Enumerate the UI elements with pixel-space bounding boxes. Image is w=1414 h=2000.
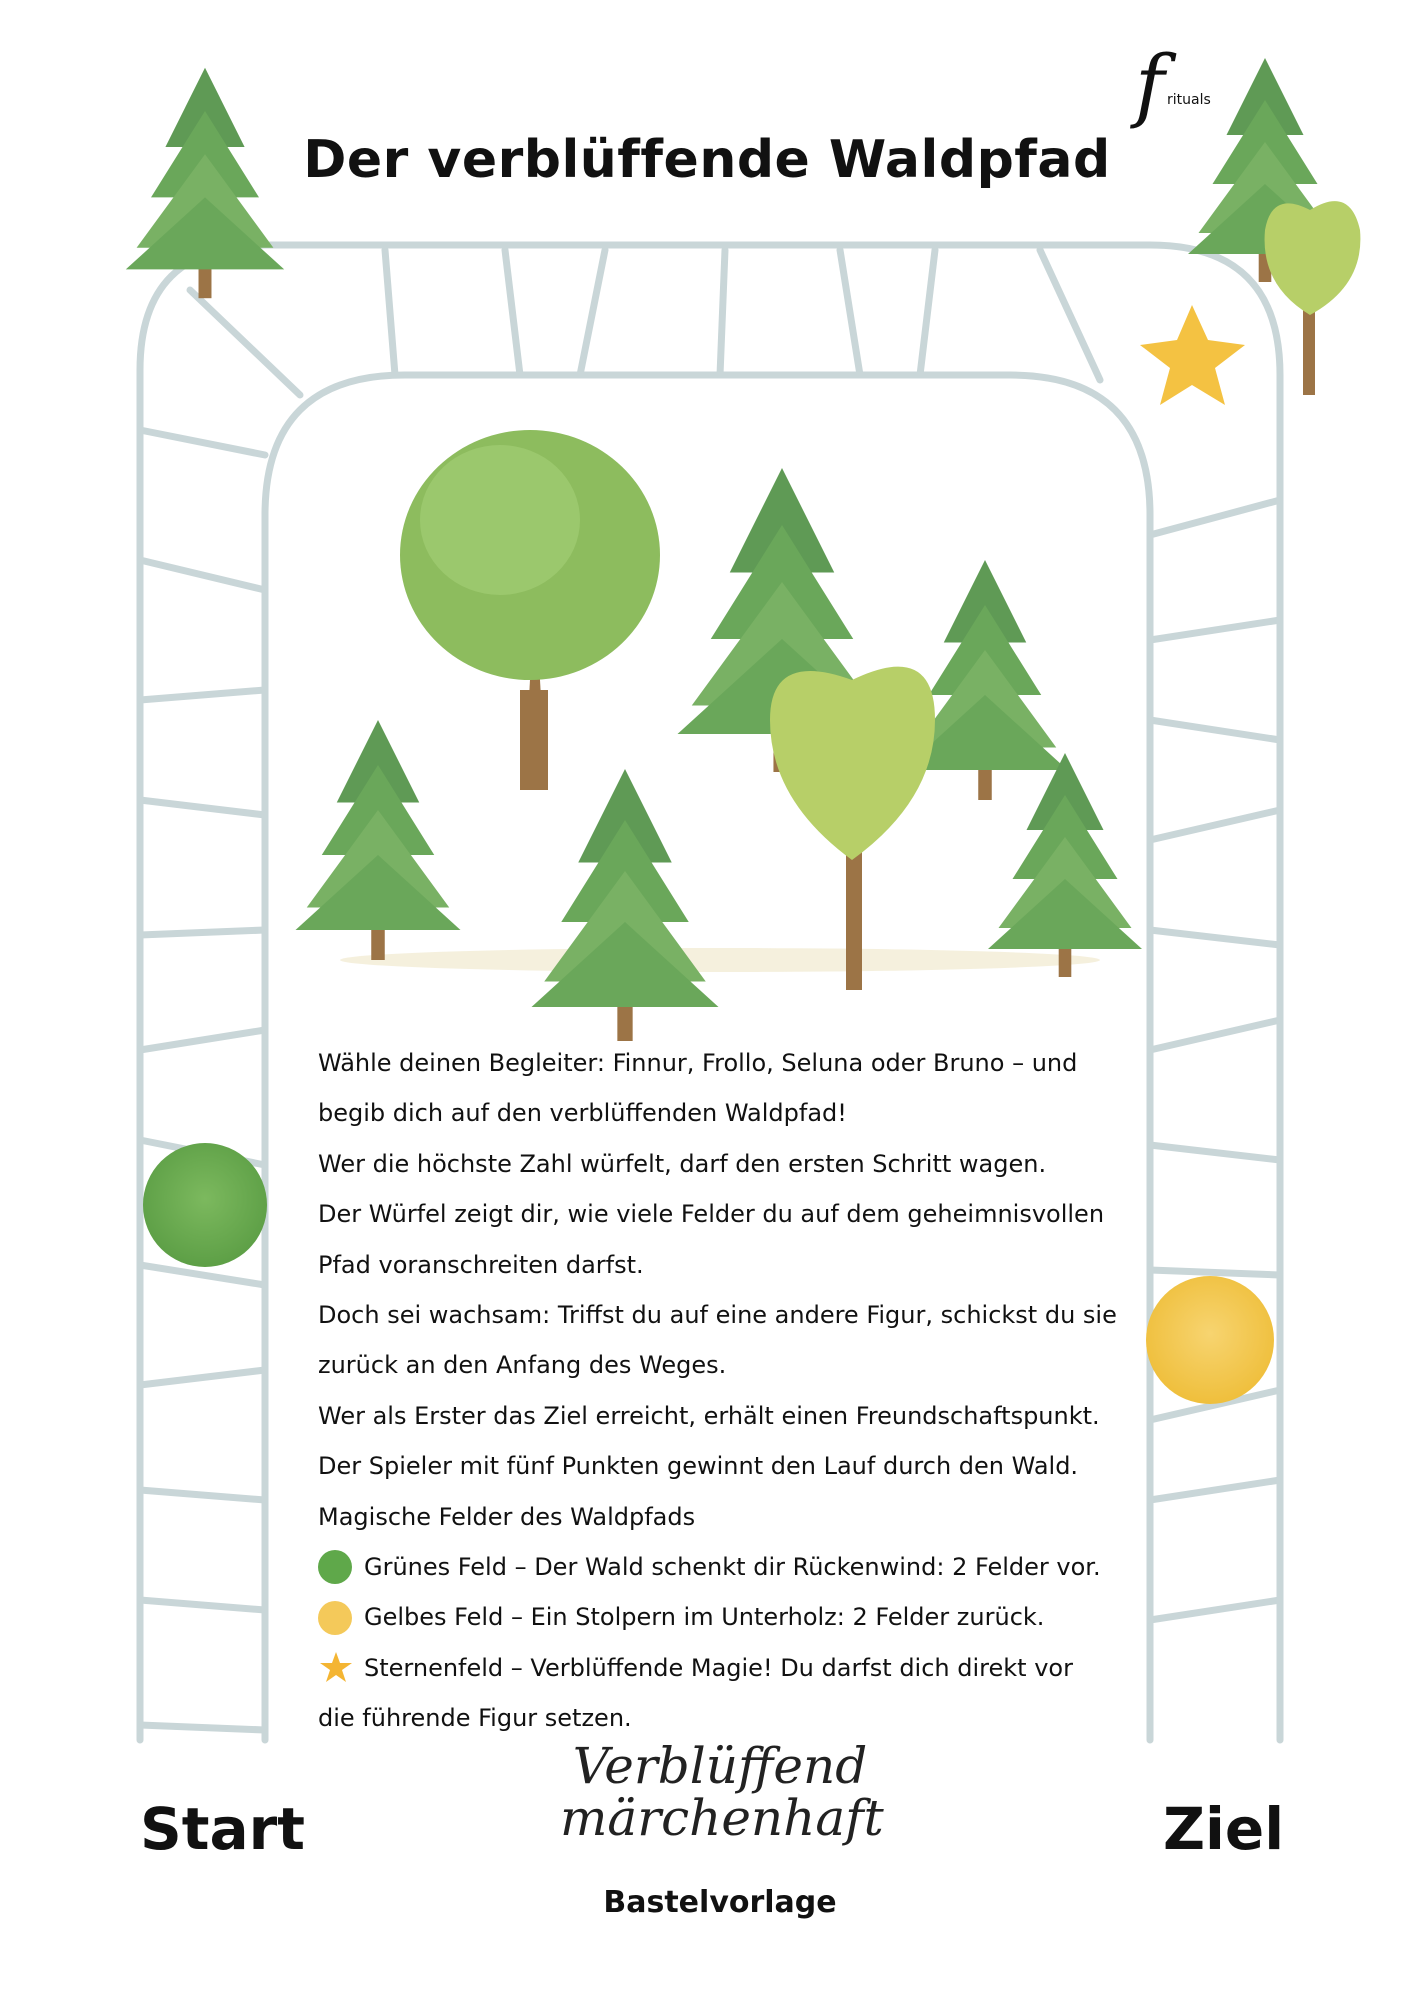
brand-script-line1: Verblüffend	[572, 1737, 868, 1795]
logo-letter: f	[1135, 38, 1165, 131]
rule-line: Der Würfel zeigt dir, wie viele Felder du auf dem geheimnisvollen	[318, 1200, 1105, 1229]
legend-star	[318, 1643, 1148, 1693]
legend-yellow-text: Gelbes Feld – Ein Stolpern im Unterholz: 2 Felder zurück.	[364, 1603, 1045, 1632]
legend-star-text: Sternenfeld – Verblüffende Magie! Du darfst dich direkt vor	[364, 1653, 1073, 1682]
start-label: Start	[140, 1795, 305, 1863]
brand-script	[560, 1737, 884, 1847]
star-icon	[318, 1650, 354, 1686]
logo-word: rituals	[1167, 92, 1211, 108]
legend-heading: Magische Felder des Waldpfads	[318, 1502, 696, 1531]
green-dot-icon	[318, 1550, 352, 1584]
legend-yellow	[318, 1592, 1148, 1642]
green-field	[143, 1143, 267, 1267]
page-title: Der verblüffende Waldpfad	[303, 130, 1111, 190]
rule-line: Wähle deinen Begleiter: Finnur, Frollo, Seluna oder Bruno – und	[318, 1049, 1078, 1077]
rule-line: Der Spieler mit fünf Punkten gewinnt den Lauf durch den Wald.	[318, 1452, 1079, 1481]
rule-line: Wer als Erster das Ziel erreicht, erhält einen Freundschaftspunkt.	[318, 1401, 1100, 1430]
brand-subtitle: Bastelvorlage	[603, 1885, 837, 1920]
brand-script-line2: märchenhaft	[560, 1789, 884, 1847]
rule-line: Doch sei wachsam: Triffst du auf eine andere Figur, schickst du sie	[318, 1301, 1117, 1330]
legend-green-text: Grünes Feld – Der Wald schenkt dir Rückenwind: 2 Felder vor.	[364, 1553, 1101, 1582]
legend-star-text-cont: die führende Figur setzen.	[318, 1704, 632, 1733]
rule-line: Pfad voranschreiten darfst.	[318, 1250, 644, 1279]
star-field	[1140, 305, 1245, 405]
legend-green	[318, 1542, 1148, 1592]
rule-line: zurück an den Anfang des Weges.	[318, 1351, 727, 1380]
game-rules	[318, 1038, 1148, 1744]
yellow-field	[1146, 1276, 1274, 1404]
rule-line: Wer die höchste Zahl würfelt, darf den ersten Schritt wagen.	[318, 1149, 1047, 1178]
rule-line: begib dich auf den verblüffenden Waldpfad!	[318, 1099, 847, 1128]
yellow-dot-icon	[318, 1601, 352, 1635]
goal-label: Ziel	[1163, 1795, 1285, 1863]
forest-illustration	[296, 430, 1143, 1041]
brand-logo	[1135, 40, 1215, 140]
